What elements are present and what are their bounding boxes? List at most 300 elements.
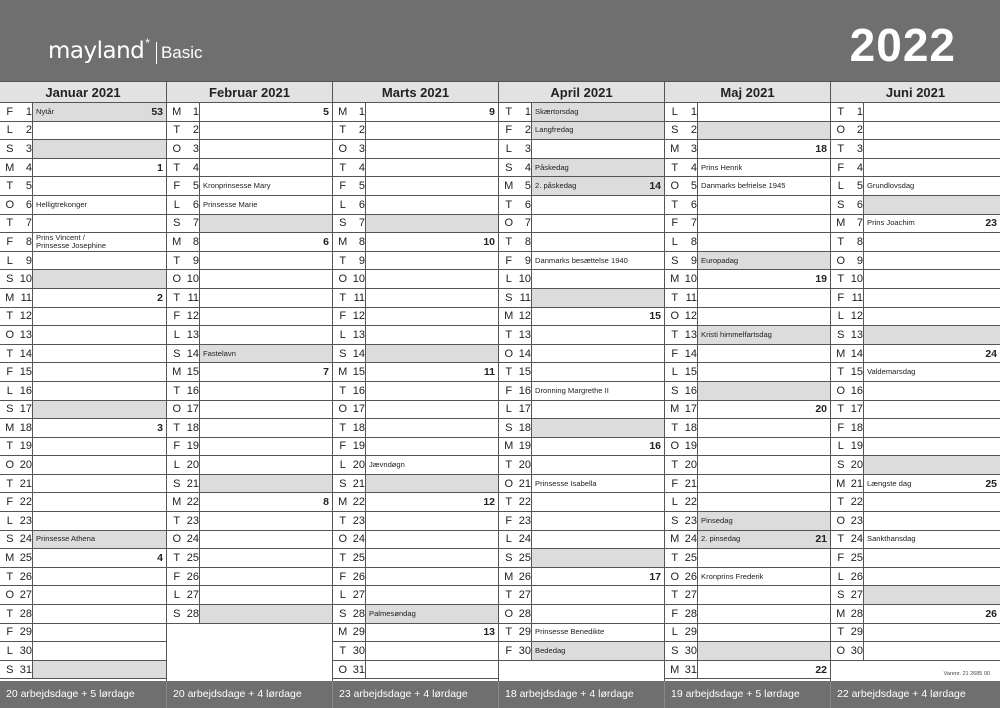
week-number: 15 xyxy=(649,310,661,323)
day-row xyxy=(167,196,332,215)
day-label xyxy=(0,196,33,214)
day-row xyxy=(499,270,664,289)
day-number: 26 xyxy=(19,570,32,583)
weekday-letter: L xyxy=(6,124,13,137)
day-cell xyxy=(366,326,498,344)
day-number: 20 xyxy=(352,459,365,472)
day-row xyxy=(167,289,332,308)
weekday-letter: F xyxy=(505,254,513,267)
day-cell xyxy=(698,605,830,623)
weekday-letter: T xyxy=(671,421,679,434)
weekday-letter: M xyxy=(338,626,348,639)
day-label xyxy=(167,233,200,251)
day-cell xyxy=(366,642,498,660)
day-row xyxy=(831,512,1000,531)
day-row xyxy=(831,326,1000,345)
day-row xyxy=(167,252,332,271)
week-number: 14 xyxy=(649,180,661,193)
weekday-letter: S xyxy=(6,403,14,416)
day-number: 1 xyxy=(856,105,863,118)
day-label xyxy=(333,345,366,363)
day-number: 13 xyxy=(684,328,697,341)
weekday-letter: S xyxy=(6,533,14,546)
day-label xyxy=(167,568,200,586)
day-number: 14 xyxy=(352,347,365,360)
weekday-letter: M xyxy=(172,235,182,248)
day-row xyxy=(499,215,664,234)
day-cell xyxy=(698,103,830,121)
weekday-letter: F xyxy=(173,570,181,583)
day-label xyxy=(831,215,864,233)
day-label xyxy=(0,233,33,251)
day-label xyxy=(831,326,864,344)
day-row xyxy=(0,326,166,345)
weekday-letter: T xyxy=(505,328,513,341)
day-label xyxy=(167,289,200,307)
weekday-letter: T xyxy=(671,328,679,341)
day-cell xyxy=(366,345,498,363)
day-cell xyxy=(532,270,664,288)
day-row xyxy=(831,289,1000,308)
day-row xyxy=(333,382,498,401)
day-number: 15 xyxy=(186,366,199,379)
day-row xyxy=(499,233,664,252)
day-label xyxy=(0,215,33,233)
weekday-letter: S xyxy=(671,254,679,267)
day-number: 24 xyxy=(19,533,32,546)
day-cell xyxy=(532,624,664,642)
day-number: 23 xyxy=(352,514,365,527)
day-row xyxy=(499,512,664,531)
day-number: 21 xyxy=(684,477,697,490)
day-row xyxy=(499,549,664,568)
day-number: 4 xyxy=(856,161,863,174)
day-number: 6 xyxy=(358,198,365,211)
day-row xyxy=(167,605,332,624)
day-row xyxy=(0,586,166,605)
holiday-text: Nytår xyxy=(36,107,55,116)
day-label xyxy=(333,382,366,400)
day-label xyxy=(0,345,33,363)
day-cell xyxy=(698,177,830,195)
day-label xyxy=(0,177,33,195)
day-cell xyxy=(33,531,166,549)
day-cell xyxy=(532,531,664,549)
day-label xyxy=(499,624,532,642)
day-label xyxy=(0,624,33,642)
day-cell xyxy=(864,196,1000,214)
holiday-text: Kronprinsesse Mary xyxy=(203,182,271,191)
weekday-letter: M xyxy=(836,607,846,620)
weekday-letter: T xyxy=(837,273,845,286)
weekday-letter: L xyxy=(173,198,180,211)
day-row xyxy=(0,270,166,289)
day-row xyxy=(499,401,664,420)
day-cell xyxy=(366,661,498,679)
day-cell xyxy=(532,568,664,586)
day-number: 9 xyxy=(524,254,531,267)
day-row xyxy=(0,493,166,512)
day-label xyxy=(167,419,200,437)
holiday-text: Jævndøgn xyxy=(369,461,405,470)
day-number: 28 xyxy=(684,607,697,620)
day-label xyxy=(0,605,33,623)
day-row xyxy=(831,215,1000,234)
weekday-letter: S xyxy=(505,161,513,174)
day-number: 6 xyxy=(856,198,863,211)
day-label xyxy=(831,196,864,214)
day-row xyxy=(0,308,166,327)
day-row xyxy=(0,661,166,680)
day-label xyxy=(831,419,864,437)
day-row xyxy=(333,103,498,122)
day-number: 31 xyxy=(684,663,697,676)
weekday-letter: O xyxy=(338,533,348,546)
day-label xyxy=(665,531,698,549)
weekday-letter: F xyxy=(837,552,845,565)
holiday-text: Påskedag xyxy=(535,163,569,172)
week-number: 23 xyxy=(985,217,997,230)
day-number: 15 xyxy=(850,366,863,379)
day-number: 23 xyxy=(850,514,863,527)
week-number: 18 xyxy=(815,142,827,155)
day-number: 26 xyxy=(684,570,697,583)
weekday-letter: O xyxy=(172,273,182,286)
weekday-letter: S xyxy=(6,663,14,676)
day-label xyxy=(333,401,366,419)
day-number: 26 xyxy=(850,570,863,583)
day-label xyxy=(333,103,366,121)
weekday-letter: T xyxy=(837,366,845,379)
day-row xyxy=(333,122,498,141)
day-label xyxy=(167,140,200,158)
day-row xyxy=(665,624,830,643)
day-cell xyxy=(532,512,664,530)
day-number: 9 xyxy=(25,254,32,267)
day-cell xyxy=(33,438,166,456)
day-row xyxy=(0,363,166,382)
weekday-letter: T xyxy=(173,552,181,565)
day-row xyxy=(499,103,664,122)
day-row xyxy=(0,568,166,587)
day-cell xyxy=(864,586,1000,604)
week-number: 17 xyxy=(649,570,661,583)
day-number: 25 xyxy=(684,552,697,565)
day-label xyxy=(499,605,532,623)
day-cell xyxy=(366,493,498,511)
weekday-letter: F xyxy=(6,105,14,118)
weekday-letter: T xyxy=(671,459,679,472)
day-cell xyxy=(200,456,332,474)
day-cell xyxy=(33,493,166,511)
day-cell xyxy=(864,382,1000,400)
day-row xyxy=(333,270,498,289)
weekday-letter: T xyxy=(6,440,14,453)
weekday-letter: T xyxy=(173,291,181,304)
day-cell xyxy=(200,419,332,437)
weekday-letter: S xyxy=(837,589,845,602)
day-label xyxy=(333,308,366,326)
day-number: 24 xyxy=(352,533,365,546)
holiday-text: Længste dag xyxy=(867,479,912,488)
day-cell xyxy=(532,177,664,195)
weekday-letter: L xyxy=(339,459,346,472)
day-row xyxy=(167,233,332,252)
day-number: 3 xyxy=(192,142,199,155)
weekday-letter: S xyxy=(173,607,181,620)
day-label xyxy=(333,456,366,474)
day-row xyxy=(665,159,830,178)
day-label xyxy=(167,308,200,326)
weekday-letter: L xyxy=(6,645,13,658)
day-cell xyxy=(366,363,498,381)
weekday-letter: S xyxy=(339,217,347,230)
day-number: 25 xyxy=(19,552,32,565)
weekday-letter: T xyxy=(173,421,181,434)
day-row xyxy=(0,401,166,420)
weekday-letter: F xyxy=(339,570,347,583)
day-cell xyxy=(366,233,498,251)
weekday-letter: T xyxy=(339,552,347,565)
weekday-letter: O xyxy=(836,124,846,137)
day-label xyxy=(167,215,200,233)
day-row xyxy=(665,289,830,308)
day-label xyxy=(665,512,698,530)
day-cell xyxy=(864,531,1000,549)
day-row xyxy=(333,289,498,308)
day-cell xyxy=(532,233,664,251)
day-label xyxy=(499,233,532,251)
day-label xyxy=(831,140,864,158)
day-number: 10 xyxy=(352,273,365,286)
day-cell xyxy=(532,308,664,326)
day-row xyxy=(665,661,830,680)
week-number: 2 xyxy=(157,291,163,304)
weekday-letter: O xyxy=(836,645,846,658)
day-row xyxy=(665,270,830,289)
week-number: 25 xyxy=(985,477,997,490)
day-number: 18 xyxy=(19,421,32,434)
day-cell xyxy=(200,177,332,195)
day-row xyxy=(0,215,166,234)
weekday-letter: F xyxy=(671,477,679,490)
day-label xyxy=(167,475,200,493)
day-label xyxy=(831,493,864,511)
day-cell xyxy=(698,586,830,604)
month-column xyxy=(332,81,498,681)
day-label xyxy=(333,642,366,660)
day-cell xyxy=(698,642,830,660)
holiday-text: 2. påskedag xyxy=(535,182,577,191)
day-label xyxy=(333,493,366,511)
day-cell xyxy=(33,512,166,530)
day-cell xyxy=(698,289,830,307)
day-cell xyxy=(698,401,830,419)
weekday-letter: O xyxy=(172,403,182,416)
day-number: 20 xyxy=(850,459,863,472)
day-row xyxy=(0,103,166,122)
day-number: 8 xyxy=(192,235,199,248)
day-row xyxy=(0,233,166,252)
week-number: 26 xyxy=(985,607,997,620)
day-cell xyxy=(698,531,830,549)
day-row xyxy=(831,233,1000,252)
weekday-letter: T xyxy=(505,366,513,379)
day-number: 14 xyxy=(850,347,863,360)
day-number: 12 xyxy=(19,310,32,323)
day-number: 10 xyxy=(850,273,863,286)
month-column xyxy=(664,81,830,681)
weekday-letter: T xyxy=(837,105,845,118)
day-number: 19 xyxy=(352,440,365,453)
day-number: 5 xyxy=(524,180,531,193)
day-row xyxy=(333,661,498,680)
day-label xyxy=(831,401,864,419)
day-cell xyxy=(366,252,498,270)
day-number: 2 xyxy=(192,124,199,137)
day-label xyxy=(0,159,33,177)
day-cell xyxy=(864,140,1000,158)
day-label xyxy=(831,122,864,140)
day-cell xyxy=(698,512,830,530)
day-row xyxy=(665,326,830,345)
day-number: 23 xyxy=(518,514,531,527)
day-cell xyxy=(366,419,498,437)
weekday-letter: M xyxy=(172,496,182,509)
day-label xyxy=(665,438,698,456)
day-number: 17 xyxy=(518,403,531,416)
day-cell xyxy=(200,215,332,233)
weekday-letter: T xyxy=(505,198,513,211)
day-label xyxy=(499,549,532,567)
month-title: Januar 2021 xyxy=(0,81,166,103)
holiday-text: Valdemarsdag xyxy=(867,368,916,377)
week-number: 1 xyxy=(157,161,163,174)
day-label xyxy=(665,103,698,121)
day-row xyxy=(499,531,664,550)
day-cell xyxy=(532,196,664,214)
weekday-letter: M xyxy=(5,552,15,565)
day-label xyxy=(499,512,532,530)
day-label xyxy=(499,475,532,493)
weekday-letter: T xyxy=(339,421,347,434)
month-title: April 2021 xyxy=(499,81,664,103)
day-cell xyxy=(366,401,498,419)
day-number: 28 xyxy=(352,607,365,620)
day-cell xyxy=(864,270,1000,288)
day-cell xyxy=(864,568,1000,586)
day-cell xyxy=(532,103,664,121)
day-cell xyxy=(532,326,664,344)
day-number: 8 xyxy=(358,235,365,248)
day-number: 3 xyxy=(690,142,697,155)
day-cell xyxy=(698,568,830,586)
weekday-letter: S xyxy=(6,273,14,286)
day-cell xyxy=(698,549,830,567)
day-label xyxy=(499,140,532,158)
weekday-letter: T xyxy=(6,570,14,583)
day-row xyxy=(665,419,830,438)
day-label xyxy=(665,122,698,140)
day-row xyxy=(333,531,498,550)
day-number: 27 xyxy=(850,589,863,602)
day-label xyxy=(167,512,200,530)
weekday-letter: T xyxy=(837,235,845,248)
weekday-letter: M xyxy=(172,105,182,118)
day-label xyxy=(831,252,864,270)
day-row xyxy=(831,103,1000,122)
day-row xyxy=(665,605,830,624)
day-number: 9 xyxy=(358,254,365,267)
day-cell xyxy=(698,345,830,363)
weekday-letter: M xyxy=(836,217,846,230)
day-row xyxy=(0,549,166,568)
holiday-text: Bededag xyxy=(535,647,566,656)
day-label xyxy=(0,661,33,679)
weekday-letter: O xyxy=(338,142,348,155)
day-row xyxy=(333,196,498,215)
day-number: 11 xyxy=(851,291,863,304)
weekday-letter: F xyxy=(671,217,679,230)
day-label xyxy=(831,512,864,530)
day-label xyxy=(499,401,532,419)
day-number: 7 xyxy=(25,217,32,230)
day-row xyxy=(0,122,166,141)
day-list xyxy=(665,103,830,679)
weekday-letter: F xyxy=(6,366,14,379)
day-cell xyxy=(33,401,166,419)
week-number: 12 xyxy=(483,496,495,509)
day-label xyxy=(831,549,864,567)
day-number: 9 xyxy=(192,254,199,267)
day-label xyxy=(665,270,698,288)
weekday-letter: L xyxy=(671,235,678,248)
day-row xyxy=(831,605,1000,624)
day-cell xyxy=(698,215,830,233)
day-row xyxy=(499,456,664,475)
day-label xyxy=(831,624,864,642)
weekday-letter: L xyxy=(6,254,13,267)
day-cell xyxy=(366,531,498,549)
day-number: 11 xyxy=(685,291,697,304)
day-label xyxy=(665,289,698,307)
day-cell xyxy=(366,475,498,493)
day-row xyxy=(333,586,498,605)
day-cell xyxy=(33,475,166,493)
weekday-letter: S xyxy=(6,142,14,155)
holiday-text: Kronprins Frederik xyxy=(701,572,764,581)
day-number: 14 xyxy=(19,347,32,360)
day-cell xyxy=(532,122,664,140)
day-label xyxy=(665,493,698,511)
day-row xyxy=(167,363,332,382)
day-number: 16 xyxy=(850,384,863,397)
weekday-letter: S xyxy=(837,328,845,341)
day-cell xyxy=(366,549,498,567)
weekday-letter: L xyxy=(837,440,844,453)
weekday-letter: T xyxy=(6,607,14,620)
day-row xyxy=(831,196,1000,215)
day-label xyxy=(665,196,698,214)
month-column xyxy=(830,81,1000,681)
day-label xyxy=(0,382,33,400)
day-row xyxy=(499,196,664,215)
day-label xyxy=(167,401,200,419)
day-number: 20 xyxy=(19,459,32,472)
day-row xyxy=(167,456,332,475)
day-number: 10 xyxy=(684,273,697,286)
day-cell xyxy=(698,159,830,177)
